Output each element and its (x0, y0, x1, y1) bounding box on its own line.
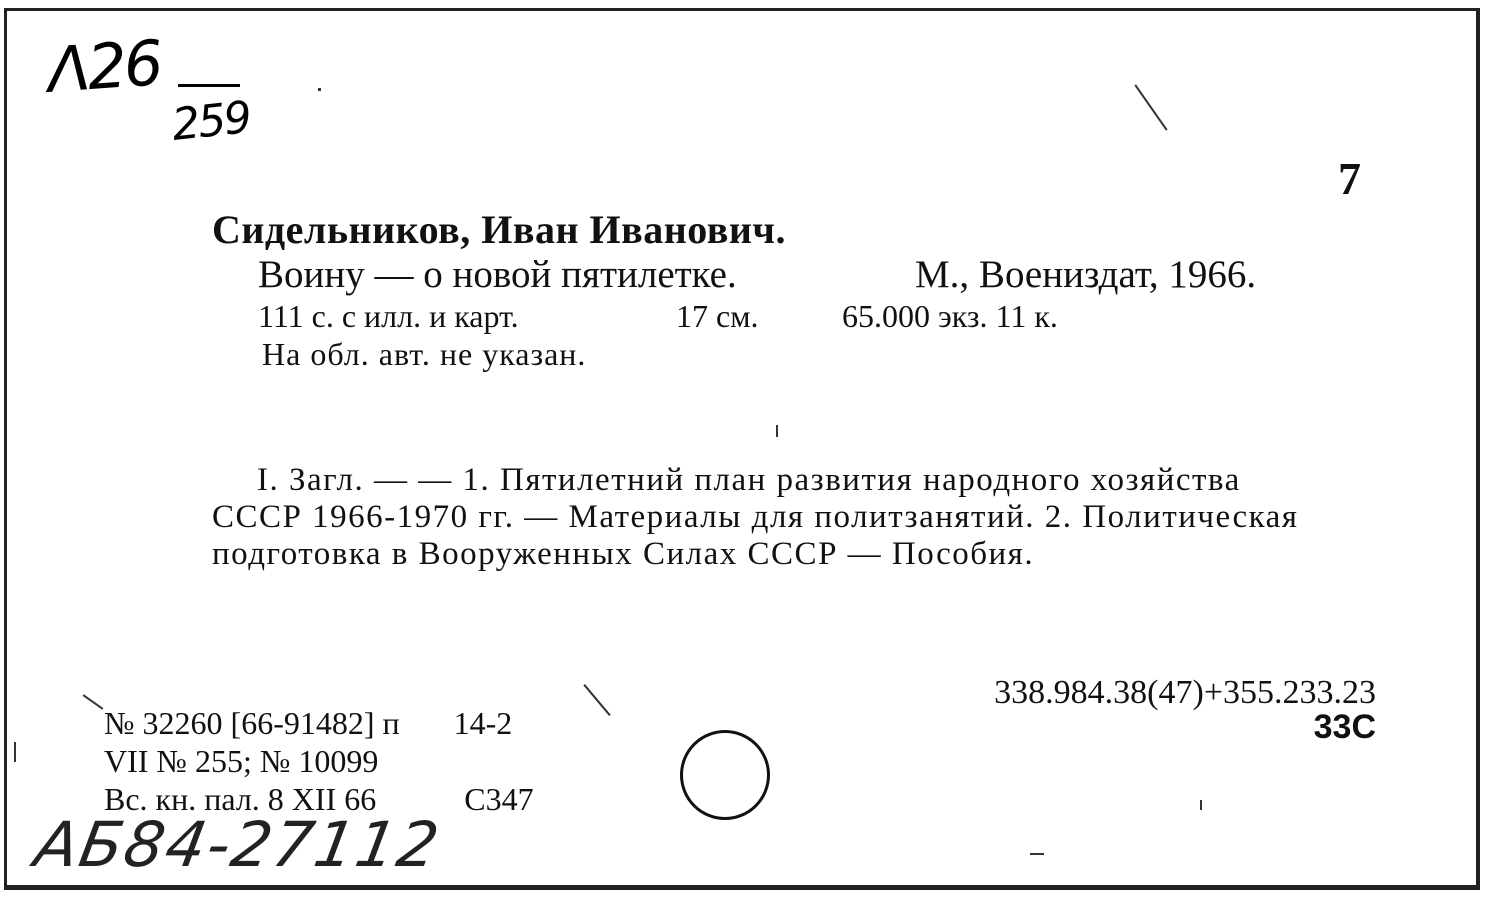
registration-numbers: VII № 255; № 10099 (104, 743, 379, 779)
card-code: С347 (464, 781, 534, 817)
technical-data (104, 704, 534, 818)
cover-note: На обл. авт. не указан. (262, 336, 587, 372)
order-code: 14-2 (453, 705, 513, 741)
scan-mark (1200, 800, 1202, 810)
shelfmark-handwritten: Λ26 (45, 26, 163, 107)
shelfmark-handwritten-denominator: 259 (169, 92, 253, 151)
chamber-date: Вс. кн. пал. 8 XII 66 (104, 781, 377, 817)
pagination: 111 с. с илл. и карт. (258, 298, 519, 334)
scan-mark (318, 88, 321, 91)
udc-index: 338.984.38(47)+355.233.23 (994, 674, 1376, 711)
order-number: № 32260 [66-91482] п (104, 705, 400, 741)
tracing-line: подготовка в Вооруженных Силах СССР — Пособия. (212, 536, 1035, 572)
author-heading: Сидельников, Иван Иванович. (212, 207, 786, 252)
scan-mark (14, 742, 16, 762)
tracing-line: СССР 1966-1970 гг. — Материалы для политзанятий. 2. Политическая (212, 499, 1299, 535)
author-code: 33С (1313, 708, 1376, 746)
punch-hole (680, 730, 770, 820)
classification-block (994, 676, 1376, 744)
scan-mark (1030, 853, 1044, 855)
book-size: 17 см. (676, 298, 759, 334)
card-number: 7 (1338, 153, 1361, 204)
copies-and-price: 65.000 экз. 11 к. (842, 298, 1058, 334)
tracing-line: I. Загл. — — 1. Пятилетний план развития народного хозяйства (257, 462, 1241, 498)
subject-tracing (212, 462, 1372, 573)
book-title: Воину — о новой пятилетке. (258, 253, 737, 296)
scan-mark (776, 425, 778, 437)
imprint: М., Воениздат, 1966. (915, 253, 1257, 296)
inventory-number-handwritten: АБ84-27112 (29, 808, 446, 881)
shelfmark-fraction-line (178, 84, 240, 87)
